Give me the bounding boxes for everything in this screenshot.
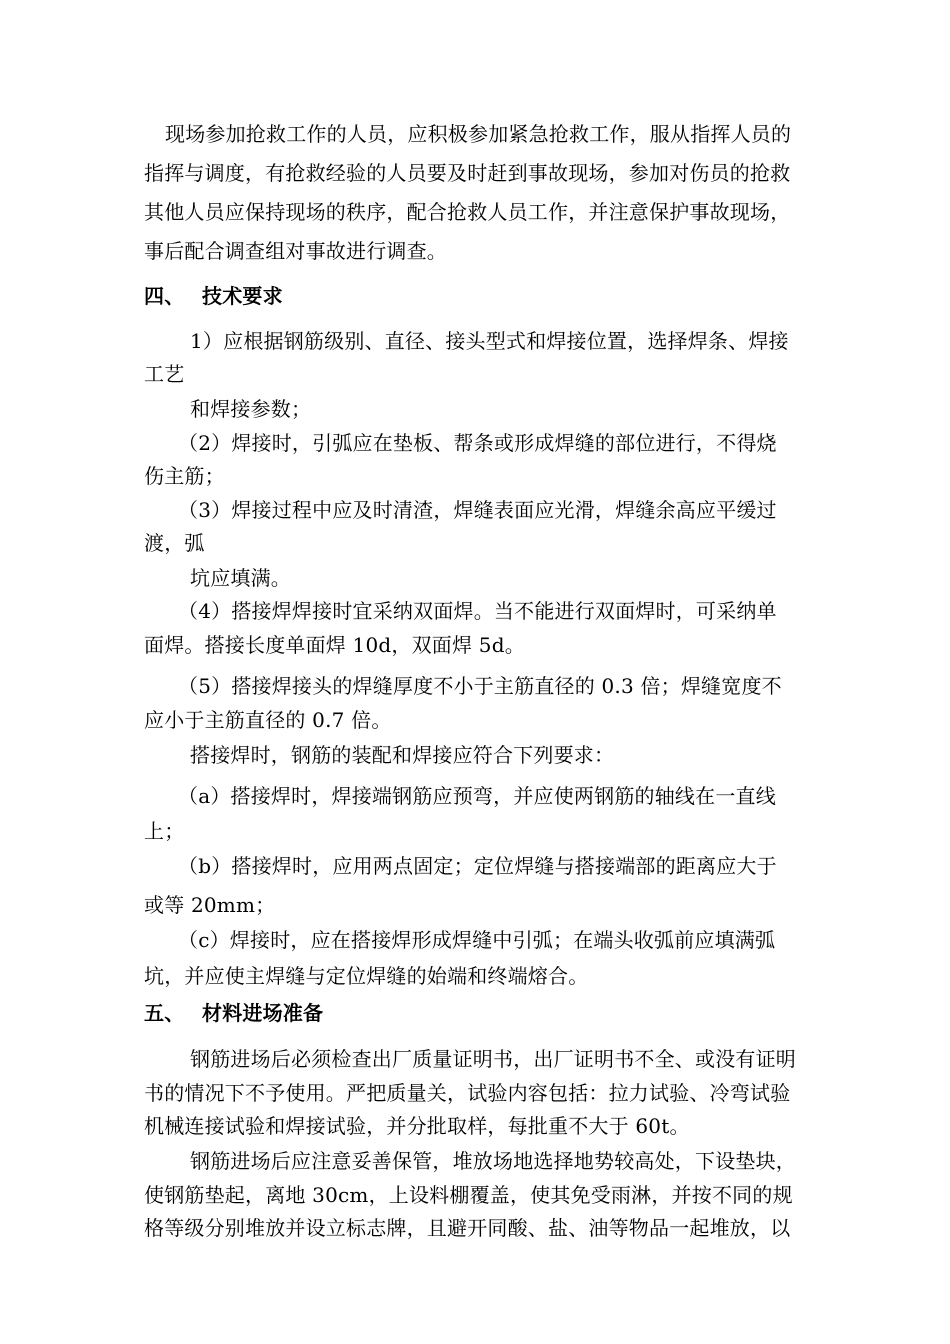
- paragraph-line: 应小于主筋直径的 0.7 倍。: [144, 708, 392, 732]
- paragraph-line: 使钢筋垫起，离地 30cm，上设料棚覆盖，使其免受雨淋，并按不同的规: [144, 1183, 793, 1207]
- paragraph-line: 上；: [144, 819, 185, 843]
- paragraph-line: 格等级分别堆放并设立标志牌，且避开同酸、盐、油等物品一起堆放，以: [144, 1216, 791, 1240]
- paragraph-line: 书的情况下不予使用。严把质量关，试验内容包括：拉力试验、冷弯试验: [144, 1081, 791, 1105]
- paragraph-line: 坑，并应使主焊缝与定位焊缝的始端和终端熔合。: [144, 964, 589, 988]
- paragraph-line: 渡，弧: [144, 531, 205, 555]
- paragraph-line: 钢筋进场后必须检查出厂质量证明书，出厂证明书不全、或没有证明: [190, 1047, 796, 1071]
- section-title: 材料进场准备: [202, 1001, 324, 1025]
- paragraph-line: （c）焊接时，应在搭接焊形成焊缝中引弧；在端头收弧前应填满弧: [178, 928, 776, 952]
- section-title: 技术要求: [202, 284, 283, 308]
- paragraph-line: （4）搭接焊焊接时宜采纳双面焊。当不能进行双面焊时，可采纳单: [178, 599, 777, 623]
- section-heading-4: [144, 283, 864, 309]
- paragraph-line: （a）搭接焊时，焊接端钢筋应预弯，并应使两钢筋的轴线在一直线: [178, 784, 776, 808]
- paragraph-line: 坑应填满。: [190, 566, 291, 590]
- paragraph-line: 指挥与调度，有抢救经验的人员要及时赶到事故现场，参加对伤员的抢救: [144, 161, 791, 185]
- paragraph-line: 钢筋进场后应注意妥善保管，堆放场地选择地势较高处，下设垫块，: [190, 1149, 796, 1173]
- paragraph-line: 其他人员应保持现场的秩序，配合抢救人员工作，并注意保护事故现场，: [144, 200, 791, 224]
- paragraph-line: （3）焊接过程中应及时清渣，焊缝表面应光滑，焊缝余高应平缓过: [178, 498, 777, 522]
- paragraph-line: 伤主筋；: [144, 464, 225, 488]
- paragraph-line: （2）焊接时，引弧应在垫板、帮条或形成焊缝的部位进行，不得烧: [178, 431, 777, 455]
- paragraph-line: 现场参加抢救工作的人员，应积极参加紧急抢救工作，服从指挥人员的: [165, 122, 792, 146]
- paragraph-line: 工艺: [144, 362, 185, 386]
- paragraph-line: 1）应根据钢筋级别、直径、接头型式和焊接位置，选择焊条、焊接: [190, 329, 789, 353]
- paragraph-line: 和焊接参数；: [190, 397, 312, 421]
- paragraph-line: 或等 20mm；: [144, 893, 276, 917]
- paragraph-line: 面焊。搭接长度单面焊 10d，双面焊 5d。: [144, 633, 525, 657]
- paragraph-line: 机械连接试验和焊接试验，并分批取样，每批重不大于 60t。: [144, 1114, 690, 1138]
- section-heading-5: [144, 1000, 864, 1026]
- paragraph-line: （5）搭接焊接头的焊缝厚度不小于主筋直径的 0.3 倍；焊缝宽度不: [178, 674, 782, 698]
- paragraph-line: 事后配合调查组对事故进行调查。: [144, 239, 447, 263]
- paragraph-line: （b）搭接焊时，应用两点固定；定位焊缝与搭接端部的距离应大于: [178, 854, 777, 878]
- paragraph-line: 搭接焊时，钢筋的装配和焊接应符合下列要求：: [190, 743, 615, 767]
- section-number: 五、: [144, 1001, 185, 1025]
- section-number: 四、: [144, 284, 185, 308]
